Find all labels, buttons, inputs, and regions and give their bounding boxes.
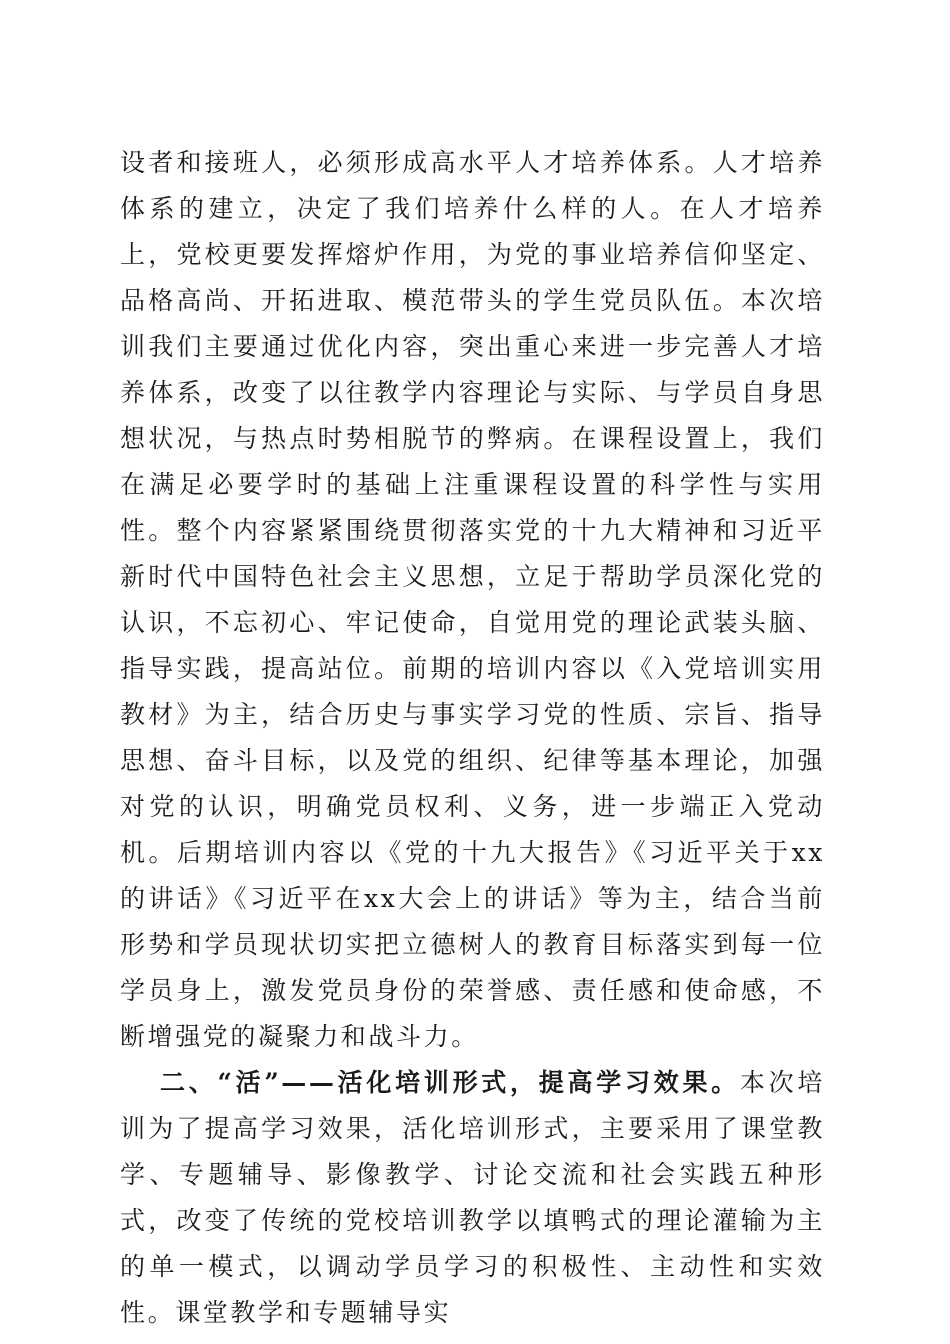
- document-body: [120, 140, 825, 1336]
- section-body-2: 本次培训为了提高学习效果，活化培训形式，主要采用了课堂教学、专题辅导、影像教学、讨论交流和社会实践五种形式，改变了传统的党校培训教学以填鸭式的理论灌输为主的单一模式，以调动学员学习的积极性、主动性和实效性。课堂教学和专题辅导实: [120, 1068, 825, 1327]
- body-paragraph-2: [120, 1060, 825, 1336]
- body-paragraph-1: 设者和接班人，必须形成高水平人才培养体系。人才培养体系的建立，决定了我们培养什么样的人。在人才培养上，党校更要发挥熔炉作用，为党的事业培养信仰坚定、品格高尚、开拓进取、模范带头的学生党员队伍。本次培训我们主要通过优化内容，突出重心来进一步完善人才培养体系，改变了以往教学内容理论与实际、与学员自身思想状况，与热点时势相脱节的弊病。在课程设置上，我们在满足必要学时的基础上注重课程设置的科学性与实用性。整个内容紧紧围绕贯彻落实党的十九大精神和习近平新时代中国特色社会主义思想，立足于帮助学员深化党的认识，不忘初心、牢记使命，自觉用党的理论武装头脑、指导实践，提高站位。前期的培训内容以《入党培训实用教材》为主，结合历史与事实学习党的性质、宗旨、指导思想、奋斗目标，以及党的组织、纪律等基本理论，加强对党的认识，明确党员权利、义务，进一步端正入党动机。后期培训内容以《党的十九大报告》《习近平关于xx的讲话》《习近平在xx大会上的讲话》等为主，结合当前形势和学员现状切实把立德树人的教育目标落实到每一位学员身上，激发党员身份的荣誉感、责任感和使命感，不断增强党的凝聚力和战斗力。: [120, 148, 825, 1051]
- section-heading-2: 二、“活”——活化培训形式，提高学习效果。: [160, 1068, 740, 1097]
